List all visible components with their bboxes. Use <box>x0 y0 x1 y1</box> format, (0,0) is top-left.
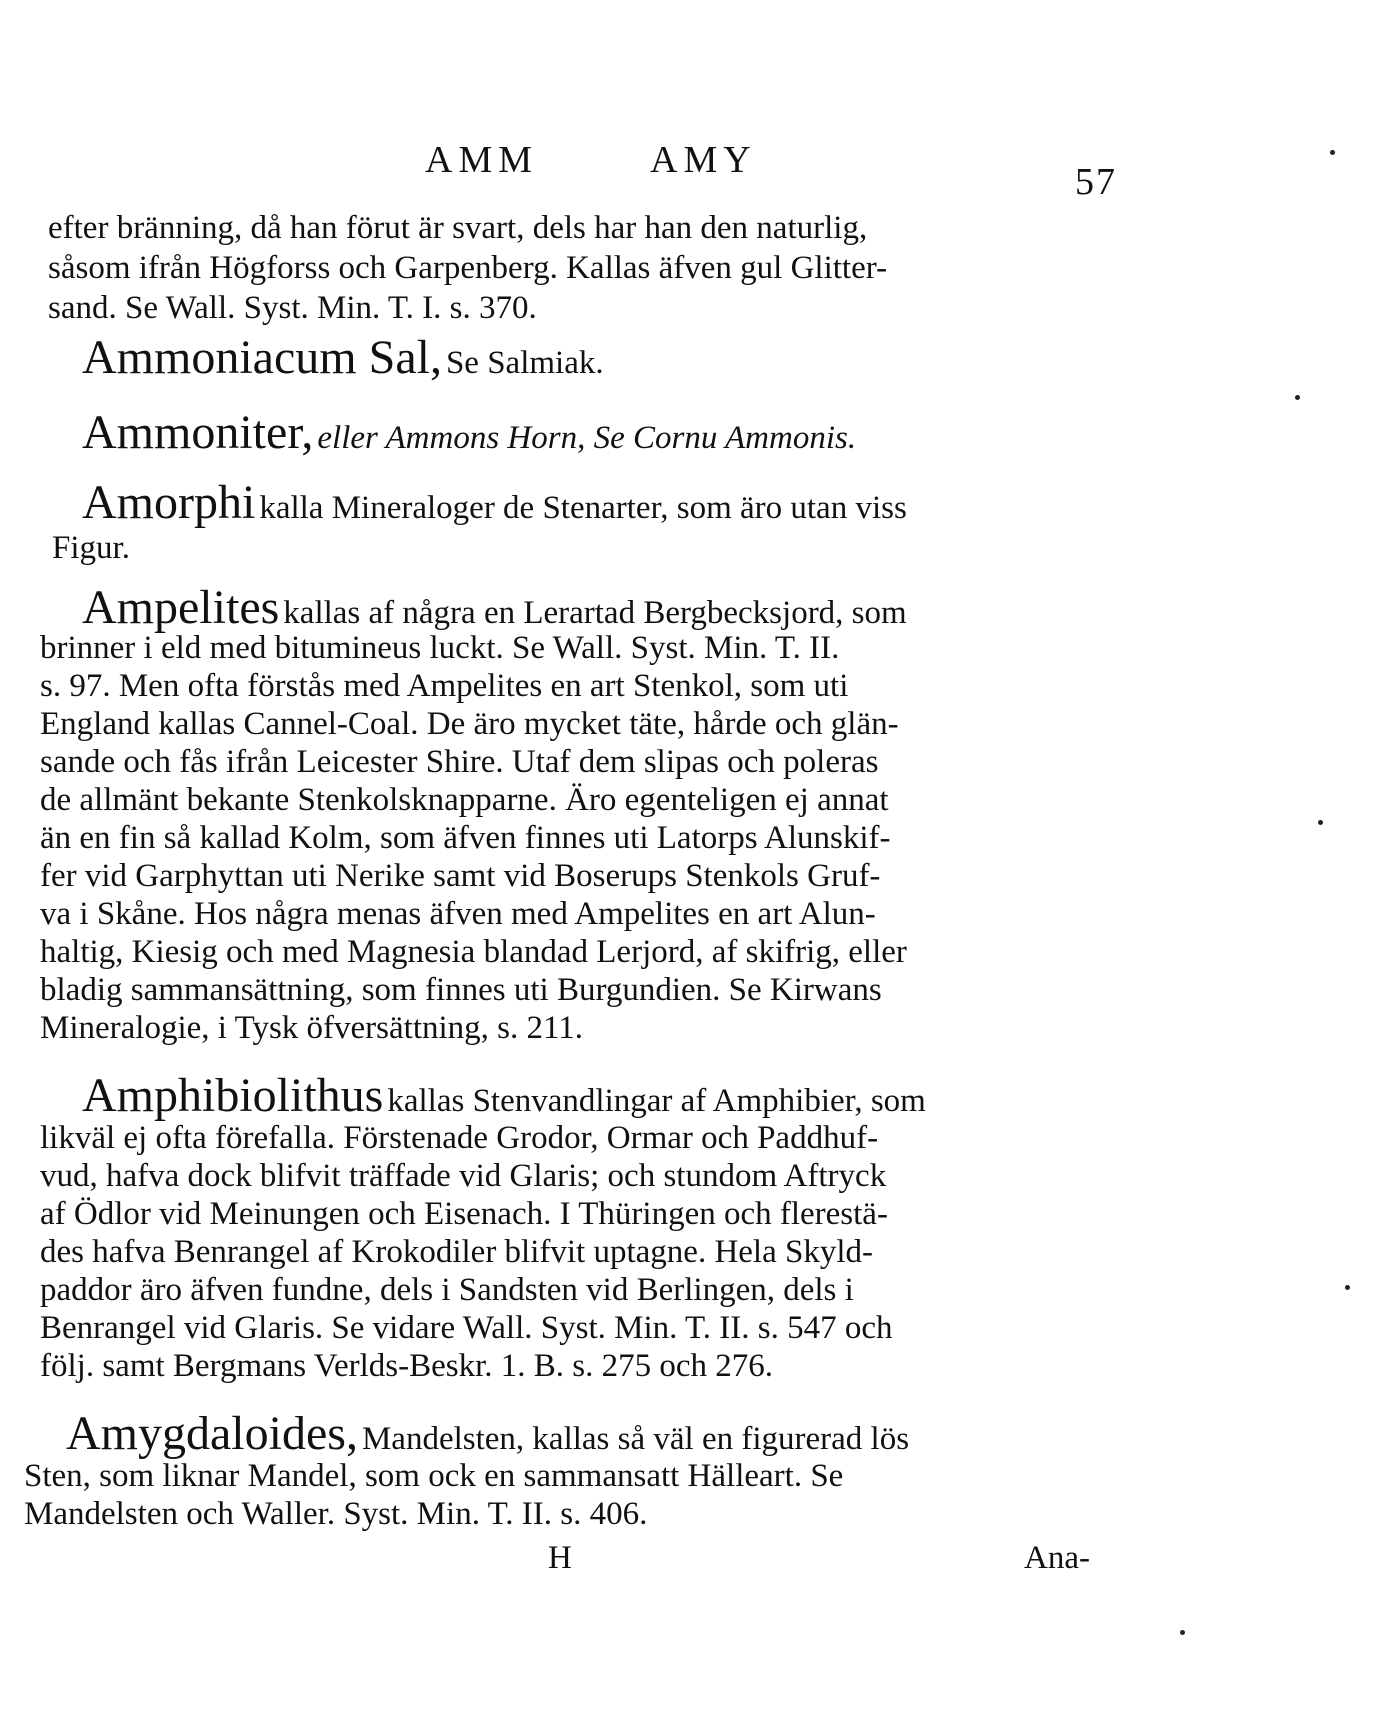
amphibiolithus-line-7: Benrangel vid Glaris. Se vidare Wall. Syst. Min. T. II. s. 547 och <box>40 1310 893 1346</box>
headword: Amorphi <box>82 476 256 529</box>
speck <box>1330 150 1335 155</box>
entry-text: kalla Mineraloger de Stenarter, som äro utan viss <box>259 490 907 526</box>
speck <box>1180 1630 1185 1635</box>
entry-amphibiolithus <box>82 1068 926 1123</box>
ampelites-line-4: England kallas Cannel-Coal. De äro mycket täte, hårde och glän- <box>40 706 899 742</box>
amygdaloides-line-3: Mandelsten och Waller. Syst. Min. T. II. s. 406. <box>24 1496 648 1532</box>
ampelites-line-10: haltig, Kiesig och med Magnesia blandad Lerjord, af skifrig, eller <box>40 934 907 970</box>
entry-text: kallas Stenvandlingar af Amphibier, som <box>387 1083 926 1119</box>
speck <box>1318 820 1323 825</box>
page-number: 57 <box>1075 161 1117 203</box>
headword: Ammoniacum Sal, <box>82 331 442 384</box>
entry-ammoniacum <box>82 330 604 385</box>
entry-amorphi-line-2: Figur. <box>52 530 130 566</box>
ampelites-line-11: bladig sammansättning, som finnes uti Burgundien. Se Kirwans <box>40 972 882 1008</box>
headword: Amygdaloides, <box>66 1407 358 1460</box>
amphibiolithus-line-4: af Ödlor vid Meinungen och Eisenach. I Thüringen och flerestä- <box>40 1196 888 1232</box>
entry-ampelites <box>82 580 907 635</box>
headword: Ammoniter, <box>82 406 314 459</box>
ampelites-line-2: brinner i eld med bitumineus luckt. Se Wall. Syst. Min. T. II. <box>40 630 840 666</box>
ampelites-line-8: fer vid Garphyttan uti Nerike samt vid Boserups Stenkols Gruf- <box>40 858 881 894</box>
ampelites-line-6: de allmänt bekante Stenkolsknapparne. Äro egenteligen ej annat <box>40 782 889 818</box>
intro-line-2: såsom ifrån Högforss och Garpenberg. Kallas äfven gul Glitter- <box>48 250 888 286</box>
catchword: Ana- <box>1024 1540 1090 1576</box>
ampelites-line-5: sande och fås ifrån Leicester Shire. Utaf dem slipas och poleras <box>40 744 879 780</box>
amphibiolithus-line-6: paddor äro äfven fundne, dels i Sandsten vid Berlingen, dels i <box>40 1272 854 1308</box>
entry-amygdaloides <box>66 1406 909 1461</box>
amphibiolithus-line-8: följ. samt Bergmans Verlds-Beskr. 1. B. s. 275 och 276. <box>40 1348 773 1384</box>
ampelites-line-12: Mineralogie, i Tysk öfversättning, s. 211. <box>40 1010 584 1046</box>
ampelites-line-9: va i Skåne. Hos några menas äfven med Ampelites en art Alun- <box>40 896 876 932</box>
signature-mark: H <box>548 1540 572 1576</box>
amphibiolithus-line-3: vud, hafva dock blifvit träffade vid Glaris; och stundom Aftryck <box>40 1158 887 1194</box>
entry-text: Mandelsten, kallas så väl en figurerad lös <box>361 1421 910 1457</box>
running-head-left: AMM <box>425 139 539 181</box>
headword: Ampelites <box>82 581 280 634</box>
intro-line-1: efter bränning, då han förut är svart, dels har han den naturlig, <box>48 210 868 246</box>
speck <box>1295 395 1300 400</box>
entry-text: eller Ammons Horn, Se Cornu Ammonis. <box>317 420 857 456</box>
entry-amorphi <box>82 475 907 530</box>
amygdaloides-line-2: Sten, som liknar Mandel, som ock en sammansatt Hälleart. Se <box>24 1458 844 1494</box>
running-head-center: AMY <box>650 139 757 181</box>
headword: Amphibiolithus <box>82 1069 384 1122</box>
entry-text: kallas af några en Lerartad Bergbecksjord, som <box>283 595 907 631</box>
ampelites-line-7: än en fin så kallad Kolm, som äfven finnes uti Latorps Alunskif- <box>40 820 891 856</box>
ampelites-line-3: s. 97. Men ofta förstås med Ampelites en art Stenkol, som uti <box>40 668 849 704</box>
entry-text: Se Salmiak. <box>445 345 604 381</box>
intro-line-3: sand. Se Wall. Syst. Min. T. I. s. 370. <box>48 290 537 326</box>
amphibiolithus-line-5: des hafva Benrangel af Krokodiler blifvit uptagne. Hela Skyld- <box>40 1234 873 1270</box>
entry-ammoniter <box>82 405 856 460</box>
amphibiolithus-line-2: likväl ej ofta förefalla. Förstenade Grodor, Ormar och Paddhuf- <box>40 1120 879 1156</box>
speck <box>1345 1285 1350 1290</box>
